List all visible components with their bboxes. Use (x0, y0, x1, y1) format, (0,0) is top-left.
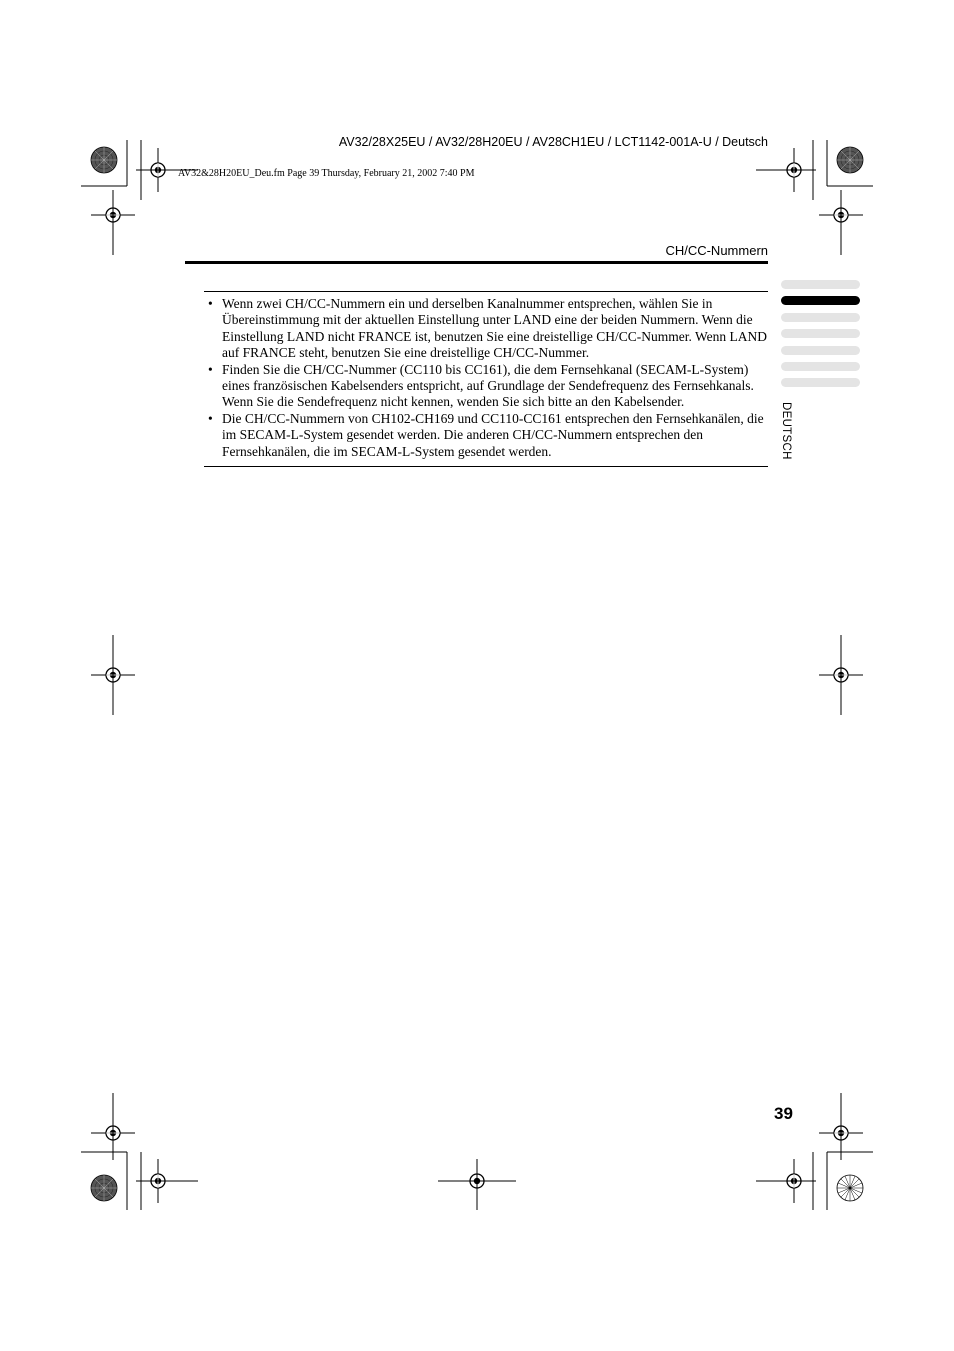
bullet: • (208, 296, 213, 311)
language-tab-bar (781, 280, 860, 289)
bullet: • (208, 361, 213, 377)
page-number: 39 (774, 1104, 793, 1123)
language-tab-bar (781, 296, 860, 305)
language-tabs (781, 280, 860, 395)
note-text: Finden Sie die CH/CC-Nummer (CC110 bis CC161), die dem Fernsehkanal (SECAM-L-System) eines französischen Kabelsenders entspricht, auf Grundlage der Sendefrequenz des Fernsehkanals. Wenn Sie die Sendefrequenz nicht kennen, wenden Sie sich bitte an den Kabelsender. (222, 361, 754, 410)
note-text: Die CH/CC-Nummern von CH102-CH169 und CC110-CC161 entsprechen den Fernsehkanälen, die im SECAM-L-System gesendet werden. Die anderen CH/CC-Nummern entsprechen den Fernsehkanälen, die im SECAM-L-System gesendet werden. (222, 410, 764, 459)
note-item (204, 362, 768, 411)
note-item (204, 411, 768, 460)
section-title: CH/CC-Nummern (665, 243, 768, 258)
file-info: AV32&28H20EU_Deu.fm Page 39 Thursday, February 21, 2002 7:40 PM (178, 168, 475, 179)
note-text: Wenn zwei CH/CC-Nummern ein und derselben Kanalnummer entsprechen, wählen Sie in Übereinstimmung mit der aktuellen Einstellung unter LAND eine der beiden Nummern. Wenn die Einstellung LAND nicht FRANCE ist, benutzen Sie eine dreistellige CH/CC-Nummer. Wenn LAND auf FRANCE steht, benutzen Sie eine dreistellige CH/CC-Nummer. (222, 296, 767, 361)
document-code: AV32/28X25EU / AV32/28H20EU / AV28CH1EU / LCT1142-001A-U / Deutsch (338, 135, 768, 149)
bullet: • (208, 410, 213, 426)
note-item (204, 296, 768, 362)
language-tab-bar (781, 362, 860, 371)
language-label: DEUTSCH (780, 402, 792, 460)
language-tab-bar (781, 313, 860, 322)
notes-box (204, 291, 768, 467)
language-tab-bar (781, 346, 860, 355)
language-tab-bar (781, 378, 860, 387)
language-tab-bar (781, 329, 860, 338)
header-rule (185, 261, 768, 264)
